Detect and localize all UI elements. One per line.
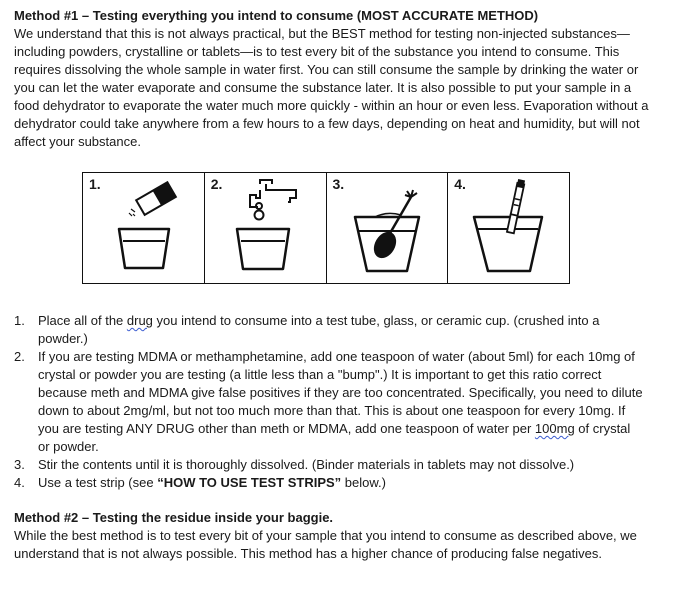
step-number: 1. xyxy=(14,313,25,328)
step-emphasis: “HOW TO USE TEST STRIPS” xyxy=(157,475,342,490)
step-text: If you are testing MDMA or methamphetamine, add one teaspoon of water (about 5ml) for each 10mg of crystal or powder you are testing (a little less than a "bump".) It is important to get this ratio correct because meth and MDMA give false positives if they are too concentrated. Specifically, you need to dilute down to about 2mg/ml, but not too much more than that. This is about one teaspoon for every 10mg. If you are testing ANY DRUG other than meth or MDMA, add one teaspoon of water per xyxy=(38,349,643,436)
spellcheck-word: drug xyxy=(126,313,153,328)
step-number: 3. xyxy=(14,457,25,472)
list-item xyxy=(14,312,644,348)
steps-list xyxy=(14,312,644,492)
panel-4 xyxy=(448,173,569,283)
panel-number: 2. xyxy=(210,176,223,192)
list-item xyxy=(14,348,644,456)
spellcheck-word: 100mg xyxy=(534,421,575,436)
panel-number: 4. xyxy=(454,176,466,192)
step-text: Use a test strip (see xyxy=(38,475,158,490)
method1-paragraph: We understand that this is not always practical, but the BEST method for testing non-injected substances—including powders, crystalline or tablets—is to test every bit of the substance you intend to consume. This requires dissolving the whole sample in water first. You can still consume the sample by drinking the water or you can let the water evaporate and consume the substance later. It is also possible to put your sample in a food dehydrator to evaporate the water much more quickly - within an hour or even less. Evaporation without a dehydrator could take anywhere from a few hours to a few days, depending on heat and humidity, but will not affect your substance. xyxy=(14,26,649,149)
step-text: of crystal or powder. xyxy=(38,421,631,454)
test-strip-in-glass-icon xyxy=(448,173,570,283)
step-text: you intend to consume into a test tube, glass, or ceramic cup. (crushed into a powder.) xyxy=(38,313,600,346)
method2-paragraph: While the best method is to test every bit of your sample that you intend to consume as described above, we understand that is not always possible. This method has a higher chance of producing false negatives. xyxy=(14,528,637,561)
list-item xyxy=(14,474,644,492)
panel-number: 1. xyxy=(89,176,101,192)
faucet-water-into-glass-icon xyxy=(205,173,327,283)
instruction-panels xyxy=(82,172,570,284)
panel-2 xyxy=(205,173,327,283)
step-text: Stir the contents until it is thoroughly dissolved. (Binder materials in tablets may not dissolve.) xyxy=(38,457,575,472)
step-text: below.) xyxy=(341,475,386,490)
list-item xyxy=(14,456,644,474)
method1-heading: Method #1 – Testing everything you intend to consume (MOST ACCURATE METHOD) xyxy=(14,8,539,23)
method2-heading: Method #2 – Testing the residue inside your baggie. xyxy=(14,510,334,525)
method2-section xyxy=(14,509,654,563)
panel-number: 3. xyxy=(332,176,345,192)
panel-3 xyxy=(327,173,449,283)
pour-powder-into-glass-icon xyxy=(83,173,205,283)
stir-glass-icon xyxy=(327,173,449,283)
step-number: 2. xyxy=(14,349,25,364)
step-number: 4. xyxy=(14,475,25,490)
step-text: Place all of the xyxy=(38,313,127,328)
panel-1 xyxy=(83,173,205,283)
method1-section xyxy=(14,7,654,151)
